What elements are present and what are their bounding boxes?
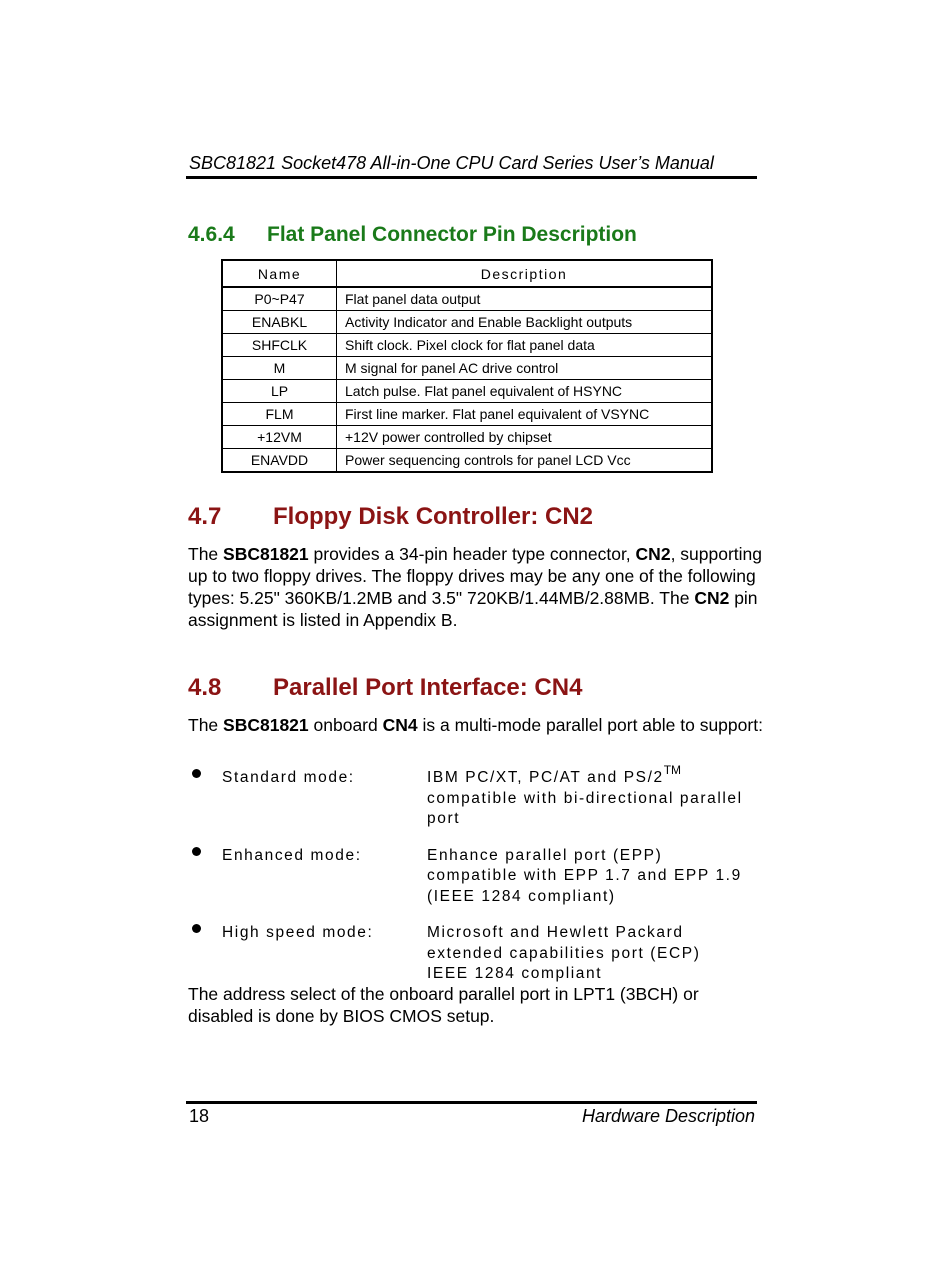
table-row	[222, 311, 712, 334]
parallel-closing-paragraph: The address select of the onboard parallel port in LPT1 (3BCH) or disabled is done by BIOS CMOS setup.	[188, 984, 699, 1026]
product-name: SBC81821	[223, 544, 309, 564]
table-row	[222, 449, 712, 473]
table-row	[222, 287, 712, 311]
table-header-row	[222, 260, 712, 287]
connector-name: CN2	[694, 588, 730, 608]
mode-label: Enhanced mode:	[222, 846, 362, 864]
bullet-icon	[188, 917, 222, 985]
pin-description-table	[221, 259, 713, 473]
floppy-paragraph	[188, 543, 768, 631]
page-number: 18	[189, 1106, 210, 1126]
text-run: The	[188, 544, 224, 564]
section-title: Parallel Port Interface: CN4	[273, 674, 583, 701]
text-run: provides a 34-pin header type connector,	[308, 544, 636, 564]
section-number: 4.8	[188, 674, 222, 701]
pin-description: +12V power controlled by chipset	[337, 426, 713, 449]
section-title: Flat Panel Connector Pin Description	[267, 223, 637, 246]
pin-name: ENABKL	[222, 311, 337, 334]
running-header: SBC81821 Socket478 All-in-One CPU Card Series User’s Manual	[189, 153, 714, 173]
pin-name: M	[222, 357, 337, 380]
mode-label: Standard mode:	[222, 769, 355, 786]
text-run: pin assignment is listed in Appendix B.	[188, 588, 758, 630]
text-run: The	[188, 715, 224, 735]
section-number: 4.7	[188, 503, 222, 530]
trademark-mark: TM	[663, 763, 682, 777]
pin-name: SHFCLK	[222, 334, 337, 357]
product-name: SBC81821	[223, 715, 309, 735]
mode-description: Enhance parallel port (EPP) compatible with EPP 1.7 and EPP 1.9 (IEEE 1284 compliant)	[427, 846, 742, 905]
list-item	[188, 840, 768, 908]
connector-name: CN2	[635, 544, 671, 564]
table-row	[222, 334, 712, 357]
parallel-mode-list	[188, 762, 768, 995]
pin-description: Power sequencing controls for panel LCD Vcc	[337, 449, 713, 473]
column-header-description: Description	[337, 260, 713, 287]
pin-description: Shift clock. Pixel clock for flat panel data	[337, 334, 713, 357]
mode-label: High speed mode:	[222, 924, 374, 941]
table-row	[222, 426, 712, 449]
column-header-name: Name	[222, 260, 337, 287]
text-run: , supporting up to two floppy drives. The floppy drives may be any one of the following types: 5.25" 360KB/1.2MB and 3.5" 720KB/1.44MB/2.88MB. The	[188, 544, 763, 608]
table-row	[222, 380, 712, 403]
table-row	[222, 357, 712, 380]
pin-description: First line marker. Flat panel equivalent of VSYNC	[337, 403, 713, 426]
section-heading-4-6-4	[188, 223, 637, 247]
pin-name: LP	[222, 380, 337, 403]
section-number: 4.6.4	[188, 223, 235, 246]
pin-name: FLM	[222, 403, 337, 426]
pin-description: Latch pulse. Flat panel equivalent of HSYNC	[337, 380, 713, 403]
section-heading-4-7	[188, 503, 593, 531]
mode-description: Microsoft and Hewlett Packard extended capabilities port (ECP) IEEE 1284 compliant	[427, 924, 701, 982]
section-title: Floppy Disk Controller: CN2	[273, 503, 594, 530]
pin-description: Activity Indicator and Enable Backlight outputs	[337, 311, 713, 334]
footer-section-name: Hardware Description	[582, 1106, 756, 1126]
text-run: IBM PC/XT, PC/AT and PS/2	[427, 769, 664, 786]
list-item	[188, 917, 768, 985]
footer-rule	[186, 1101, 757, 1104]
bullet-icon	[188, 840, 222, 908]
mode-description	[427, 762, 747, 830]
pin-name: +12VM	[222, 426, 337, 449]
text-run: compatible with bi-directional parallel port	[427, 789, 743, 827]
text-run: onboard	[308, 715, 383, 735]
table-row	[222, 403, 712, 426]
pin-name: ENAVDD	[222, 449, 337, 473]
parallel-intro-paragraph	[188, 714, 768, 736]
section-heading-4-8	[188, 674, 582, 702]
pin-name: P0~P47	[222, 287, 337, 311]
text-run: is a multi-mode parallel port able to support:	[417, 715, 763, 735]
header-rule	[186, 176, 757, 179]
connector-name: CN4	[382, 715, 418, 735]
pin-description: Flat panel data output	[337, 287, 713, 311]
list-item	[188, 762, 768, 830]
bullet-icon	[188, 762, 222, 830]
pin-description: M signal for panel AC drive control	[337, 357, 713, 380]
